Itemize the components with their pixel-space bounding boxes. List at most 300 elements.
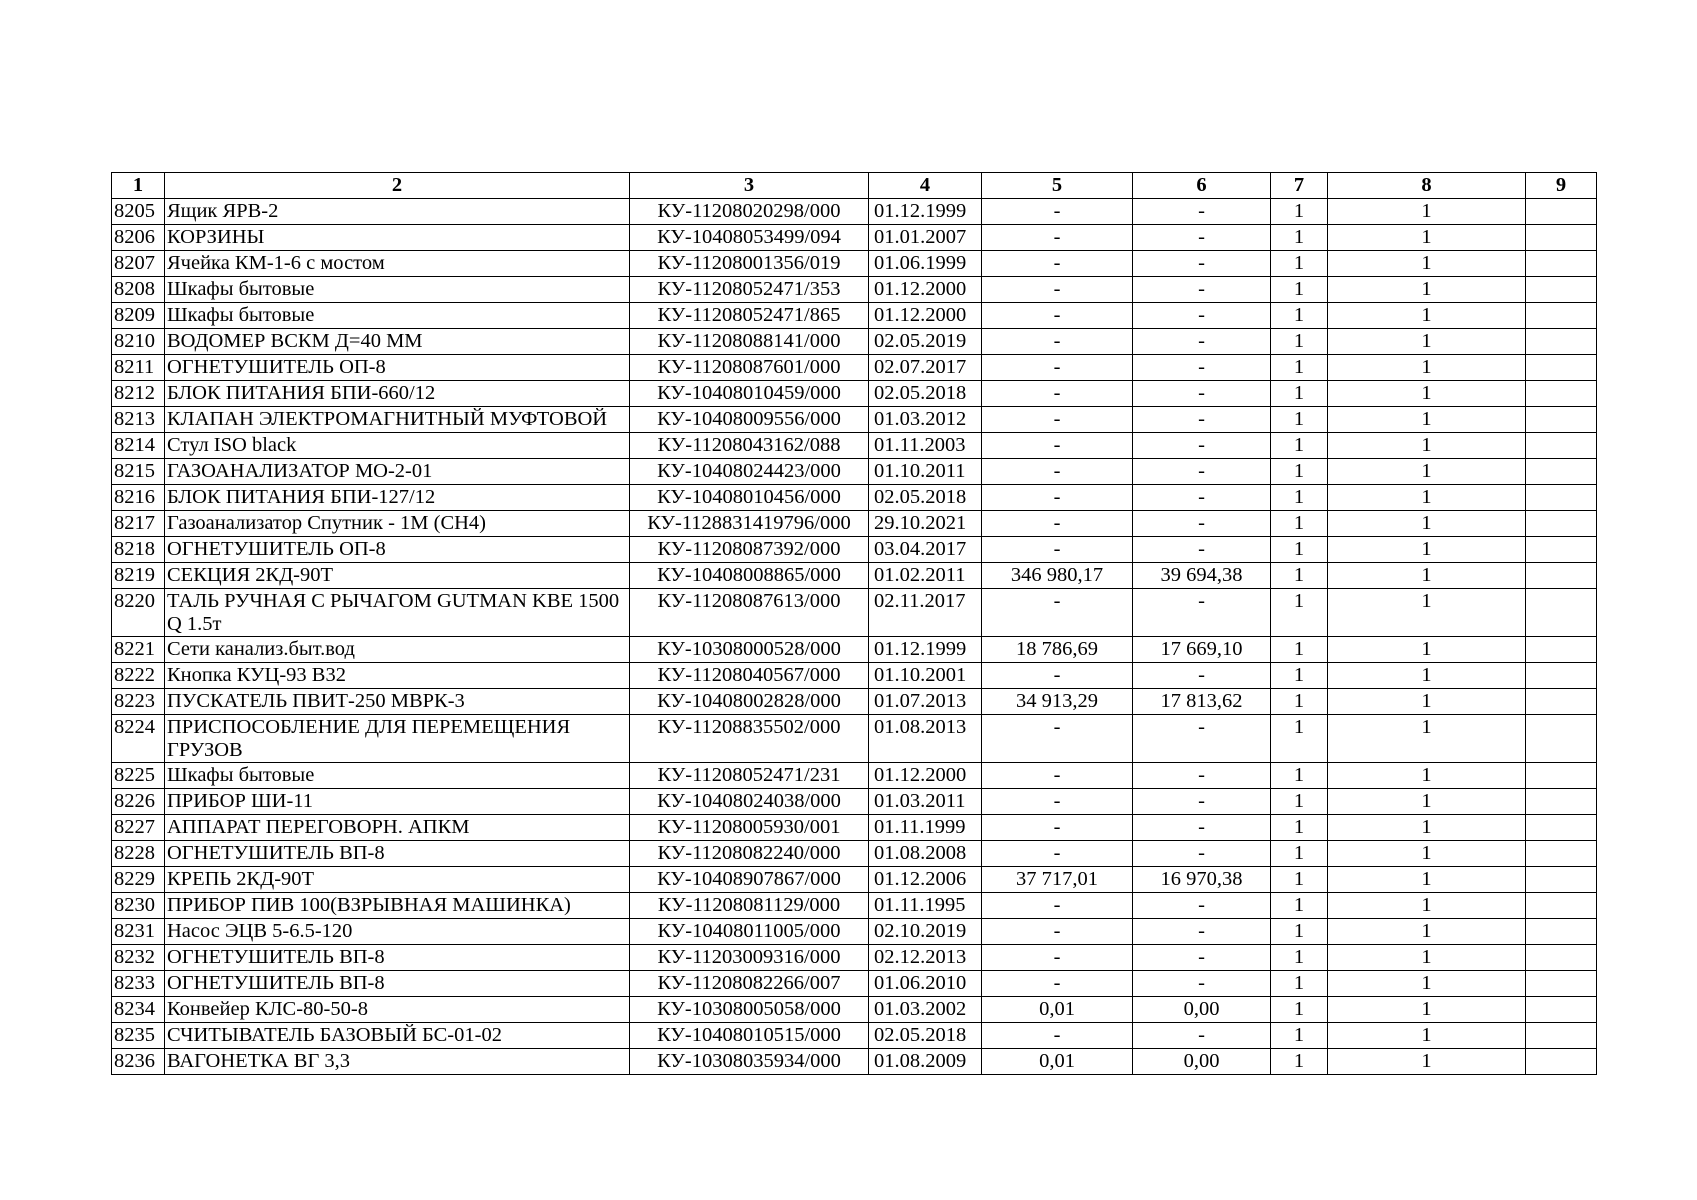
value-col-8: 1 <box>1328 763 1526 789</box>
inventory-table <box>111 172 1597 1075</box>
inventory-code: КУ-11208020298/000 <box>630 199 869 225</box>
inventory-code: КУ-10408907867/000 <box>630 867 869 893</box>
inventory-code: КУ-10408053499/094 <box>630 225 869 251</box>
date-cell: 01.08.2008 <box>869 841 982 867</box>
inventory-code: КУ-11208087392/000 <box>630 537 869 563</box>
value-col-8: 1 <box>1328 1049 1526 1075</box>
value-col-5: - <box>982 815 1133 841</box>
inventory-code: КУ-10308000528/000 <box>630 637 869 663</box>
table-row <box>112 815 1597 841</box>
item-name: СЕКЦИЯ 2КД-90Т <box>165 563 630 589</box>
value-col-8: 1 <box>1328 485 1526 511</box>
table-row <box>112 485 1597 511</box>
value-col-6: - <box>1133 1023 1271 1049</box>
value-col-7: 1 <box>1271 637 1328 663</box>
date-cell: 01.11.1995 <box>869 893 982 919</box>
inventory-code: КУ-11208081129/000 <box>630 893 869 919</box>
value-col-6: - <box>1133 355 1271 381</box>
value-col-9 <box>1526 355 1597 381</box>
item-name: ВАГОНЕТКА ВГ 3,3 <box>165 1049 630 1075</box>
value-col-7: 1 <box>1271 589 1328 637</box>
value-col-8: 1 <box>1328 841 1526 867</box>
row-number: 8236 <box>112 1049 165 1075</box>
value-col-5: - <box>982 485 1133 511</box>
value-col-5: - <box>982 277 1133 303</box>
value-col-9 <box>1526 459 1597 485</box>
date-cell: 01.07.2013 <box>869 689 982 715</box>
value-col-8: 1 <box>1328 433 1526 459</box>
value-col-7: 1 <box>1271 763 1328 789</box>
value-col-6: 39 694,38 <box>1133 563 1271 589</box>
date-cell: 01.12.2000 <box>869 277 982 303</box>
value-col-6: - <box>1133 971 1271 997</box>
value-col-9 <box>1526 329 1597 355</box>
value-col-7: 1 <box>1271 715 1328 763</box>
value-col-8: 1 <box>1328 199 1526 225</box>
table-row <box>112 789 1597 815</box>
item-name: АППАРАТ ПЕРЕГОВОРН. АПКМ <box>165 815 630 841</box>
row-number: 8212 <box>112 381 165 407</box>
table-row <box>112 199 1597 225</box>
value-col-9 <box>1526 789 1597 815</box>
date-cell: 02.12.2013 <box>869 945 982 971</box>
value-col-9 <box>1526 225 1597 251</box>
value-col-8: 1 <box>1328 893 1526 919</box>
table-row <box>112 563 1597 589</box>
col-header: 4 <box>869 173 982 199</box>
col-header: 2 <box>165 173 630 199</box>
value-col-8: 1 <box>1328 1023 1526 1049</box>
value-col-9 <box>1526 199 1597 225</box>
value-col-7: 1 <box>1271 459 1328 485</box>
value-col-7: 1 <box>1271 663 1328 689</box>
table-row <box>112 997 1597 1023</box>
table-row <box>112 893 1597 919</box>
col-header: 9 <box>1526 173 1597 199</box>
date-cell: 01.11.1999 <box>869 815 982 841</box>
value-col-8: 1 <box>1328 251 1526 277</box>
date-cell: 02.05.2018 <box>869 485 982 511</box>
table-row <box>112 277 1597 303</box>
value-col-7: 1 <box>1271 407 1328 433</box>
inventory-code: КУ-11208052471/353 <box>630 277 869 303</box>
value-col-6: - <box>1133 433 1271 459</box>
date-cell: 01.10.2011 <box>869 459 982 485</box>
row-number: 8232 <box>112 945 165 971</box>
value-col-8: 1 <box>1328 277 1526 303</box>
value-col-7: 1 <box>1271 537 1328 563</box>
row-number: 8228 <box>112 841 165 867</box>
date-cell: 01.03.2011 <box>869 789 982 815</box>
inventory-code: КУ-11208087601/000 <box>630 355 869 381</box>
item-name: Стул ISO black <box>165 433 630 459</box>
value-col-9 <box>1526 433 1597 459</box>
value-col-7: 1 <box>1271 867 1328 893</box>
table-row <box>112 971 1597 997</box>
table-row <box>112 511 1597 537</box>
value-col-8: 1 <box>1328 225 1526 251</box>
value-col-5: 0,01 <box>982 997 1133 1023</box>
value-col-7: 1 <box>1271 329 1328 355</box>
row-number: 8211 <box>112 355 165 381</box>
table-row <box>112 1023 1597 1049</box>
value-col-8: 1 <box>1328 381 1526 407</box>
value-col-7: 1 <box>1271 789 1328 815</box>
value-col-8: 1 <box>1328 511 1526 537</box>
value-col-6: - <box>1133 199 1271 225</box>
date-cell: 02.11.2017 <box>869 589 982 637</box>
date-cell: 01.08.2009 <box>869 1049 982 1075</box>
value-col-6: - <box>1133 763 1271 789</box>
inventory-code: КУ-10408010456/000 <box>630 485 869 511</box>
date-cell: 01.10.2001 <box>869 663 982 689</box>
row-number: 8213 <box>112 407 165 433</box>
date-cell: 01.12.1999 <box>869 199 982 225</box>
value-col-5: - <box>982 1023 1133 1049</box>
value-col-9 <box>1526 945 1597 971</box>
inventory-code: КУ-11208052471/231 <box>630 763 869 789</box>
value-col-7: 1 <box>1271 945 1328 971</box>
value-col-6: - <box>1133 715 1271 763</box>
item-name: Ящик ЯРВ-2 <box>165 199 630 225</box>
value-col-9 <box>1526 919 1597 945</box>
inventory-code: КУ-10408010459/000 <box>630 381 869 407</box>
value-col-8: 1 <box>1328 867 1526 893</box>
value-col-6: - <box>1133 945 1271 971</box>
value-col-7: 1 <box>1271 511 1328 537</box>
table-row <box>112 867 1597 893</box>
value-col-9 <box>1526 277 1597 303</box>
value-col-9 <box>1526 251 1597 277</box>
date-cell: 01.03.2012 <box>869 407 982 433</box>
value-col-5: - <box>982 841 1133 867</box>
value-col-5: - <box>982 381 1133 407</box>
item-name: ОГНЕТУШИТЕЛЬ ВП-8 <box>165 841 630 867</box>
table-row <box>112 689 1597 715</box>
value-col-7: 1 <box>1271 919 1328 945</box>
row-number: 8222 <box>112 663 165 689</box>
date-cell: 01.01.2007 <box>869 225 982 251</box>
item-name: Конвейер КЛС-80-50-8 <box>165 997 630 1023</box>
value-col-9 <box>1526 537 1597 563</box>
value-col-9 <box>1526 971 1597 997</box>
value-col-5: - <box>982 589 1133 637</box>
value-col-7: 1 <box>1271 277 1328 303</box>
row-number: 8230 <box>112 893 165 919</box>
value-col-7: 1 <box>1271 381 1328 407</box>
value-col-5: - <box>982 459 1133 485</box>
item-name: Шкафы бытовые <box>165 763 630 789</box>
row-number: 8207 <box>112 251 165 277</box>
value-col-5: - <box>982 329 1133 355</box>
value-col-5: - <box>982 763 1133 789</box>
value-col-5: - <box>982 893 1133 919</box>
value-col-6: - <box>1133 277 1271 303</box>
value-col-6: - <box>1133 511 1271 537</box>
item-name: КРЕПЬ 2КД-90Т <box>165 867 630 893</box>
item-name: Ячейка КМ-1-6 с мостом <box>165 251 630 277</box>
date-cell: 02.05.2019 <box>869 329 982 355</box>
date-cell: 02.05.2018 <box>869 381 982 407</box>
table-row <box>112 763 1597 789</box>
value-col-5: - <box>982 251 1133 277</box>
col-header: 7 <box>1271 173 1328 199</box>
value-col-8: 1 <box>1328 563 1526 589</box>
value-col-5: - <box>982 715 1133 763</box>
row-number: 8208 <box>112 277 165 303</box>
inventory-code: КУ-11208040567/000 <box>630 663 869 689</box>
value-col-9 <box>1526 511 1597 537</box>
inventory-code: КУ-10408008865/000 <box>630 563 869 589</box>
item-name: Насос ЭЦВ 5-6.5-120 <box>165 919 630 945</box>
item-name: ОГНЕТУШИТЕЛЬ ВП-8 <box>165 945 630 971</box>
inventory-code: КУ-11208052471/865 <box>630 303 869 329</box>
value-col-8: 1 <box>1328 789 1526 815</box>
value-col-9 <box>1526 663 1597 689</box>
table-row <box>112 841 1597 867</box>
inventory-code: КУ-11208835502/000 <box>630 715 869 763</box>
value-col-7: 1 <box>1271 997 1328 1023</box>
row-number: 8225 <box>112 763 165 789</box>
date-cell: 01.12.1999 <box>869 637 982 663</box>
value-col-9 <box>1526 637 1597 663</box>
item-name: ПУСКАТЕЛЬ ПВИТ-250 МВРК-3 <box>165 689 630 715</box>
value-col-5: - <box>982 225 1133 251</box>
value-col-5: 34 913,29 <box>982 689 1133 715</box>
value-col-5: 346 980,17 <box>982 563 1133 589</box>
value-col-9 <box>1526 867 1597 893</box>
col-header: 3 <box>630 173 869 199</box>
value-col-5: - <box>982 663 1133 689</box>
header-row <box>112 173 1597 199</box>
table-row <box>112 663 1597 689</box>
table-row <box>112 589 1597 637</box>
value-col-8: 1 <box>1328 637 1526 663</box>
table-row <box>112 225 1597 251</box>
value-col-5: - <box>982 355 1133 381</box>
date-cell: 01.03.2002 <box>869 997 982 1023</box>
value-col-7: 1 <box>1271 1023 1328 1049</box>
value-col-6: - <box>1133 919 1271 945</box>
col-header: 5 <box>982 173 1133 199</box>
value-col-7: 1 <box>1271 303 1328 329</box>
value-col-6: - <box>1133 663 1271 689</box>
value-col-6: 17 813,62 <box>1133 689 1271 715</box>
inventory-code: КУ-11203009316/000 <box>630 945 869 971</box>
value-col-6: - <box>1133 893 1271 919</box>
value-col-5: - <box>982 971 1133 997</box>
value-col-7: 1 <box>1271 355 1328 381</box>
date-cell: 02.07.2017 <box>869 355 982 381</box>
inventory-code: КУ-10408024423/000 <box>630 459 869 485</box>
value-col-5: 0,01 <box>982 1049 1133 1075</box>
value-col-9 <box>1526 689 1597 715</box>
row-number: 8220 <box>112 589 165 637</box>
item-name: ПРИБОР ШИ-11 <box>165 789 630 815</box>
value-col-6: - <box>1133 225 1271 251</box>
inventory-code: КУ-11208087613/000 <box>630 589 869 637</box>
inventory-code: КУ-10408009556/000 <box>630 407 869 433</box>
value-col-9 <box>1526 815 1597 841</box>
value-col-5: 37 717,01 <box>982 867 1133 893</box>
value-col-8: 1 <box>1328 919 1526 945</box>
table-body <box>112 199 1597 1075</box>
table-row <box>112 459 1597 485</box>
value-col-6: - <box>1133 251 1271 277</box>
value-col-6: - <box>1133 381 1271 407</box>
value-col-9 <box>1526 407 1597 433</box>
value-col-8: 1 <box>1328 589 1526 637</box>
date-cell: 01.08.2013 <box>869 715 982 763</box>
row-number: 8235 <box>112 1023 165 1049</box>
inventory-code: КУ-11208001356/019 <box>630 251 869 277</box>
value-col-8: 1 <box>1328 945 1526 971</box>
value-col-6: 0,00 <box>1133 1049 1271 1075</box>
value-col-7: 1 <box>1271 225 1328 251</box>
item-name: ВОДОМЕР ВСКМ Д=40 ММ <box>165 329 630 355</box>
value-col-9 <box>1526 997 1597 1023</box>
item-name: ОГНЕТУШИТЕЛЬ ОП-8 <box>165 537 630 563</box>
value-col-9 <box>1526 1023 1597 1049</box>
item-name: ОГНЕТУШИТЕЛЬ ОП-8 <box>165 355 630 381</box>
table-row <box>112 381 1597 407</box>
value-col-8: 1 <box>1328 689 1526 715</box>
value-col-5: - <box>982 789 1133 815</box>
value-col-7: 1 <box>1271 893 1328 919</box>
date-cell: 01.06.2010 <box>869 971 982 997</box>
value-col-9 <box>1526 893 1597 919</box>
row-number: 8210 <box>112 329 165 355</box>
col-header: 6 <box>1133 173 1271 199</box>
table-row <box>112 945 1597 971</box>
value-col-5: - <box>982 919 1133 945</box>
table-row <box>112 407 1597 433</box>
item-name: Газоанализатор Спутник - 1М (СН4) <box>165 511 630 537</box>
row-number: 8219 <box>112 563 165 589</box>
date-cell: 02.10.2019 <box>869 919 982 945</box>
date-cell: 01.02.2011 <box>869 563 982 589</box>
row-number: 8217 <box>112 511 165 537</box>
value-col-7: 1 <box>1271 485 1328 511</box>
value-col-6: - <box>1133 303 1271 329</box>
table-row <box>112 1049 1597 1075</box>
value-col-7: 1 <box>1271 251 1328 277</box>
item-name: ГАЗОАНАЛИЗАТОР МО-2-01 <box>165 459 630 485</box>
value-col-8: 1 <box>1328 663 1526 689</box>
value-col-6: - <box>1133 589 1271 637</box>
date-cell: 01.12.2006 <box>869 867 982 893</box>
value-col-8: 1 <box>1328 971 1526 997</box>
row-number: 8233 <box>112 971 165 997</box>
row-number: 8227 <box>112 815 165 841</box>
table-row <box>112 329 1597 355</box>
item-name: ПРИБОР ПИВ 100(ВЗРЫВНАЯ МАШИНКА) <box>165 893 630 919</box>
value-col-8: 1 <box>1328 815 1526 841</box>
item-name: КЛАПАН ЭЛЕКТРОМАГНИТНЫЙ МУФТОВОЙ <box>165 407 630 433</box>
inventory-code: КУ-1128831419796/000 <box>630 511 869 537</box>
item-name: Шкафы бытовые <box>165 303 630 329</box>
value-col-9 <box>1526 381 1597 407</box>
value-col-9 <box>1526 485 1597 511</box>
item-name: Кнопка КУЦ-93 В32 <box>165 663 630 689</box>
value-col-7: 1 <box>1271 1049 1328 1075</box>
row-number: 8206 <box>112 225 165 251</box>
inventory-code: КУ-11208005930/001 <box>630 815 869 841</box>
row-number: 8215 <box>112 459 165 485</box>
table-row <box>112 251 1597 277</box>
value-col-5: - <box>982 433 1133 459</box>
value-col-6: 16 970,38 <box>1133 867 1271 893</box>
value-col-6: - <box>1133 485 1271 511</box>
date-cell: 01.12.2000 <box>869 763 982 789</box>
value-col-7: 1 <box>1271 971 1328 997</box>
item-name: ПРИСПОСОБЛЕНИЕ ДЛЯ ПЕРЕМЕЩЕНИЯ ГРУЗОВ <box>165 715 630 763</box>
inventory-code: КУ-10408002828/000 <box>630 689 869 715</box>
table-row <box>112 637 1597 663</box>
date-cell: 01.11.2003 <box>869 433 982 459</box>
value-col-6: - <box>1133 789 1271 815</box>
value-col-6: 0,00 <box>1133 997 1271 1023</box>
value-col-6: - <box>1133 841 1271 867</box>
value-col-6: 17 669,10 <box>1133 637 1271 663</box>
table-row <box>112 715 1597 763</box>
value-col-8: 1 <box>1328 459 1526 485</box>
value-col-7: 1 <box>1271 689 1328 715</box>
value-col-6: - <box>1133 459 1271 485</box>
inventory-code: КУ-10308035934/000 <box>630 1049 869 1075</box>
value-col-7: 1 <box>1271 563 1328 589</box>
inventory-code: КУ-11208082240/000 <box>630 841 869 867</box>
row-number: 8221 <box>112 637 165 663</box>
row-number: 8234 <box>112 997 165 1023</box>
value-col-5: - <box>982 945 1133 971</box>
date-cell: 29.10.2021 <box>869 511 982 537</box>
value-col-8: 1 <box>1328 355 1526 381</box>
inventory-code: КУ-11208082266/007 <box>630 971 869 997</box>
value-col-6: - <box>1133 815 1271 841</box>
date-cell: 03.04.2017 <box>869 537 982 563</box>
item-name: КОРЗИНЫ <box>165 225 630 251</box>
value-col-9 <box>1526 303 1597 329</box>
table-row <box>112 303 1597 329</box>
value-col-5: - <box>982 407 1133 433</box>
row-number: 8218 <box>112 537 165 563</box>
col-header: 8 <box>1328 173 1526 199</box>
row-number: 8214 <box>112 433 165 459</box>
value-col-7: 1 <box>1271 841 1328 867</box>
inventory-code: КУ-10408024038/000 <box>630 789 869 815</box>
inventory-code: КУ-10308005058/000 <box>630 997 869 1023</box>
value-col-9 <box>1526 589 1597 637</box>
table-row <box>112 433 1597 459</box>
inventory-code: КУ-11208088141/000 <box>630 329 869 355</box>
value-col-8: 1 <box>1328 303 1526 329</box>
row-number: 8209 <box>112 303 165 329</box>
value-col-9 <box>1526 563 1597 589</box>
value-col-5: - <box>982 537 1133 563</box>
value-col-5: - <box>982 199 1133 225</box>
item-name: Шкафы бытовые <box>165 277 630 303</box>
item-name: СЧИТЫВАТЕЛЬ БАЗОВЫЙ БС-01-02 <box>165 1023 630 1049</box>
date-cell: 02.05.2018 <box>869 1023 982 1049</box>
table-row <box>112 537 1597 563</box>
row-number: 8231 <box>112 919 165 945</box>
date-cell: 01.12.2000 <box>869 303 982 329</box>
value-col-6: - <box>1133 537 1271 563</box>
date-cell: 01.06.1999 <box>869 251 982 277</box>
row-number: 8205 <box>112 199 165 225</box>
inventory-code: КУ-10408011005/000 <box>630 919 869 945</box>
